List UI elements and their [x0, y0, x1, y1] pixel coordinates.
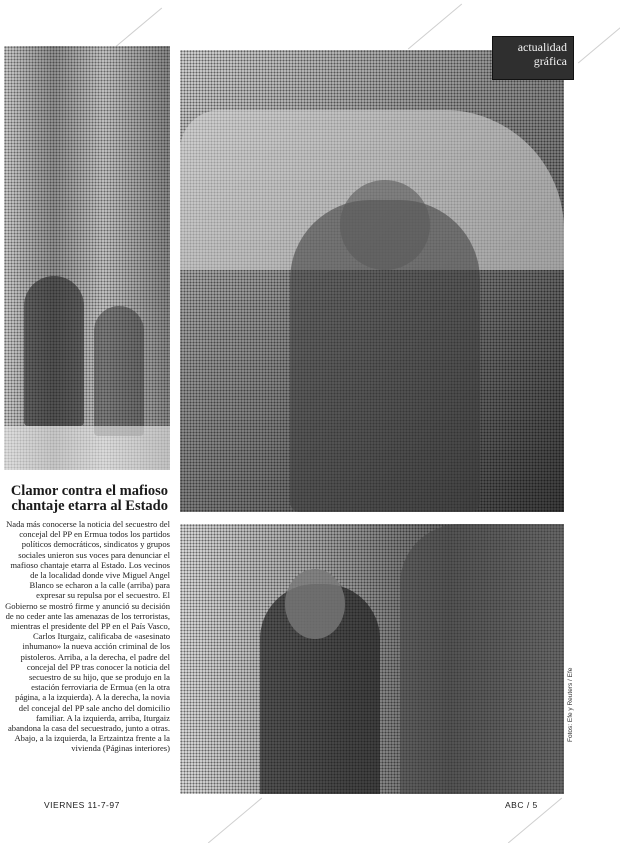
- footer-date: VIERNES 11-7-97: [44, 800, 120, 810]
- footer-page-number: ABC / 5: [505, 800, 538, 810]
- photo-two-men: [180, 524, 564, 794]
- photo-credit: Fotos: Efe y Reuters / Efe: [567, 667, 574, 742]
- watermark-stroke: [408, 4, 462, 50]
- photo-figure: [24, 276, 84, 426]
- photo-street: [4, 426, 170, 470]
- photo-figure: [400, 524, 564, 794]
- photo-figure: [94, 306, 144, 436]
- article-headline: Clamor contra el mafioso chantaje etarra al Estado: [10, 483, 168, 514]
- photo-street-protest: [4, 46, 170, 470]
- watermark-stroke: [208, 798, 262, 843]
- photo-figure-head: [285, 569, 345, 639]
- article-body: Nada más conocerse la noticia del secuestro del concejal del PP en Ermua todos los partidos políticos democráticos, sindicatos y grupos sociales unieron sus voces para denunciar el mafioso chantaje etarra al Estado. Los vecinos de la localidad donde vive Miguel Angel Blanco se echaron a la calle (arriba) para expresar su repulsa por el secuestro. El Gobierno se mostró firme y anunció su decisión de no ceder ante las amenazas de los terroristas, mientras el presidente del PP en el País Vasco, Carlos Iturgaiz, calificaba de «asesinato inhumano» la nueva acción criminal de los pistoleros. Arriba, a la derecha, el padre del concejal del PP tras conocer la noticia del secuestro de su hijo, que se produjo en la estación ferroviaria de Ermua (en la otra página, a la izquierda). A la derecha, la novia del concejal del PP sale ancho del domicilio familiar. A la izquierda, arriba, Iturgaiz abandona la casa del secuestrado, junto a otras. Abajo, a la izquierda, la Ertzaintza frente a la vivienda (Páginas interiores): [5, 519, 170, 754]
- section-badge-line1: actualidad: [517, 40, 567, 54]
- section-badge-line2: gráfica: [533, 54, 567, 68]
- photo-father-by-car: [180, 50, 564, 512]
- section-badge: [492, 36, 574, 80]
- watermark-stroke: [578, 18, 620, 64]
- photo-figure-head: [340, 180, 430, 270]
